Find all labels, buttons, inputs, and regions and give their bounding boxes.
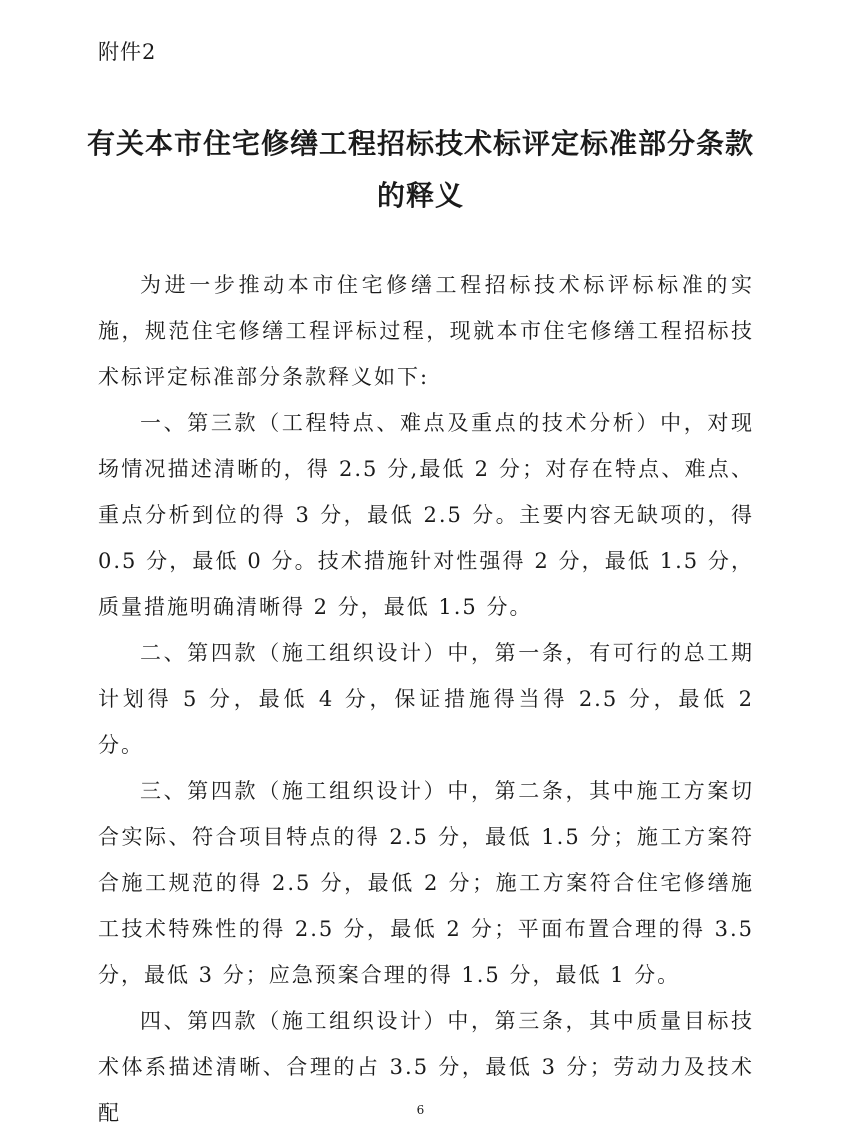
document-body xyxy=(98,262,754,1136)
attachment-label: 附件2 xyxy=(98,40,157,64)
page-number: 6 xyxy=(416,1103,425,1117)
paragraph-item-4: 四、第四款（施工组织设计）中，第三条，其中质量目标技术体系描述清晰、合理的占 3.5 分，最低 3 分；劳动力及技术配 xyxy=(98,1009,754,1125)
paragraph-item-3: 三、第四款（施工组织设计）中，第二条，其中施工方案切合实际、符合项目特点的得 2.5 分，最低 1.5 分；施工方案符合施工规范的得 2.5 分，最低 2 分；施工方案符合住宅修缮施工技术特殊性的得 2.5 分，最低 2 分；平面布置合理的得 3.5 分，最低 3 分；应急预案合理的得 1.5 分，最低 1 分。 xyxy=(98,779,754,987)
document-title xyxy=(60,118,781,222)
paragraph-item-2: 二、第四款（施工组织设计）中，第一条，有可行的总工期计划得 5 分，最低 4 分，保证措施得当得 2.5 分，最低 2 分。 xyxy=(98,641,754,757)
paragraph-intro: 为进一步推动本市住宅修缮工程招标技术标评标标准的实施，规范住宅修缮工程评标过程，现就本市住宅修缮工程招标技术标评定标准部分条款释义如下: xyxy=(98,273,754,389)
paragraph-item-1: 一、第三款（工程特点、难点及重点的技术分析）中，对现场情况描述清晰的，得 2.5 分,最低 2 分；对存在特点、难点、重点分析到位的得 3 分，最低 2.5 分。主要内容无缺项的，得 0.5 分，最低 0 分。技术措施针对性强得 2 分，最低 1.5 分，质量措施明确清晰得 2 分，最低 1.5 分。 xyxy=(98,411,754,619)
title-line-2: 的释义 xyxy=(376,179,464,212)
title-line-1: 有关本市住宅修缮工程招标技术标评定标准部分条款 xyxy=(86,127,754,160)
